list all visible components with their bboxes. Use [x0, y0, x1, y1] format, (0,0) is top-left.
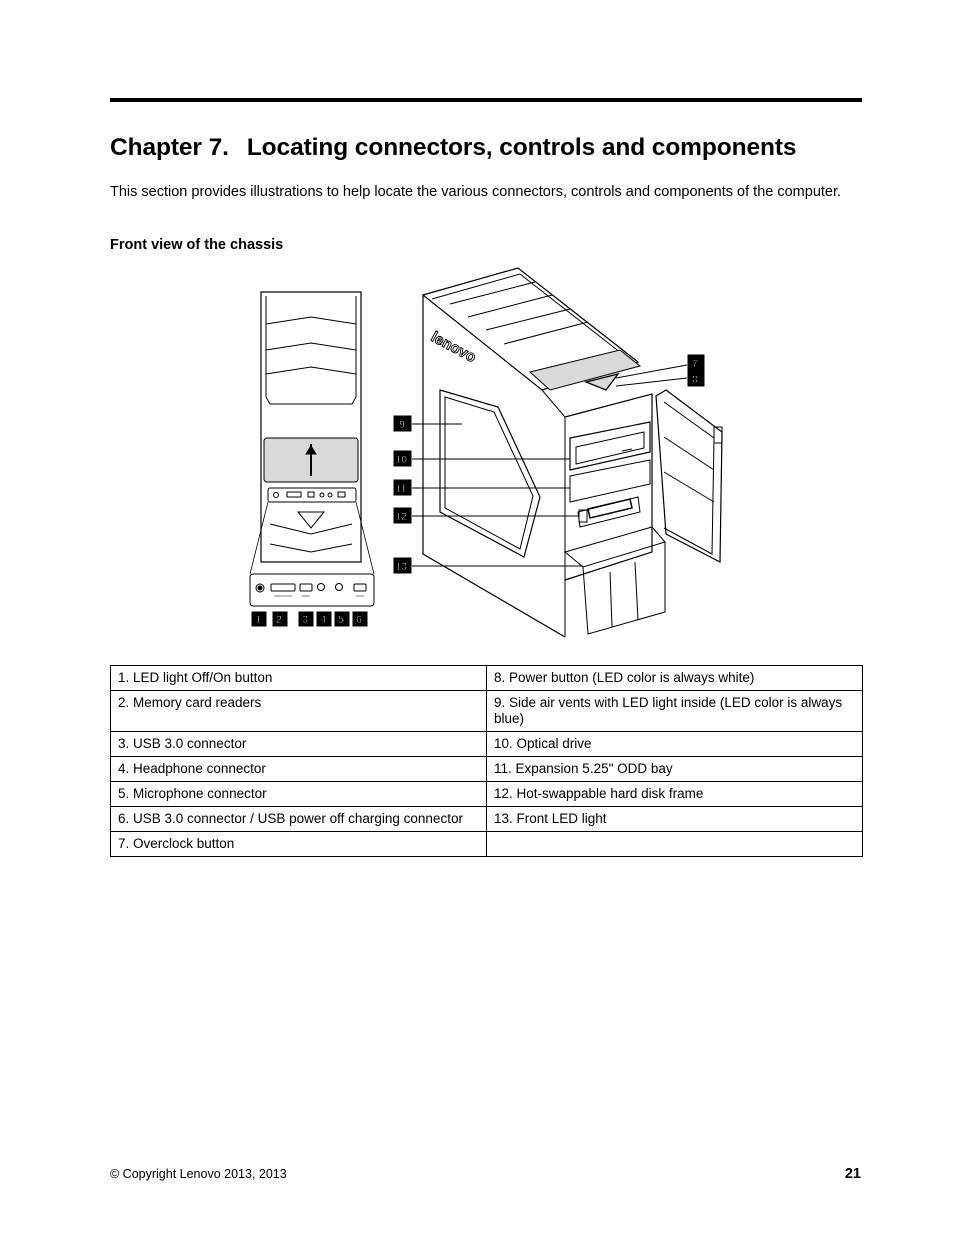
legend-cell: 6. USB 3.0 connector / USB power off charging connector [111, 807, 487, 832]
legend-cell: 1. LED light Off/On button [111, 666, 487, 691]
svg-text:1: 1 [255, 614, 262, 626]
legend-cell: 9. Side air vents with LED light inside (LED color is always blue) [487, 691, 863, 732]
svg-text:12: 12 [395, 511, 408, 523]
svg-text:9: 9 [399, 419, 406, 431]
callout-12 [394, 508, 411, 523]
callout-1 [252, 612, 266, 626]
callout-8 [688, 371, 704, 386]
legend-cell: 10. Optical drive [487, 732, 863, 757]
chapter-title [110, 134, 796, 162]
svg-text:10: 10 [395, 454, 408, 466]
section-heading: Front view of the chassis [110, 237, 284, 253]
callout-7 [688, 355, 704, 370]
legend-cell: 3. USB 3.0 connector [111, 732, 487, 757]
table-row [111, 666, 863, 691]
intro-paragraph: This section provides illustrations to help locate the various connectors, controls and components of the computer. [110, 184, 842, 200]
callout-6 [353, 612, 367, 626]
table-row [111, 691, 863, 732]
svg-text:8: 8 [692, 374, 699, 386]
page-number: 21 [844, 1166, 861, 1182]
table-row [111, 732, 863, 757]
callout-3 [299, 612, 313, 626]
callout-13 [394, 558, 411, 573]
legend-cell: 11. Expansion 5.25" ODD bay [487, 757, 863, 782]
legend-cell: 7. Overclock button [111, 832, 487, 857]
legend-cell: 2. Memory card readers [111, 691, 487, 732]
chassis-isometric-drawing [423, 268, 722, 637]
table-row [111, 807, 863, 832]
legend-cell: 5. Microphone connector [111, 782, 487, 807]
svg-text:5: 5 [338, 614, 345, 626]
svg-text:13: 13 [395, 561, 408, 573]
callout-2 [273, 612, 287, 626]
chassis-front-view-illustration [240, 262, 740, 642]
table-row [111, 782, 863, 807]
header-rule [110, 98, 862, 102]
callout-9 [394, 416, 411, 431]
table-row [111, 832, 863, 857]
legend-cell: 13. Front LED light [487, 807, 863, 832]
callout-11 [394, 480, 411, 495]
legend-cell: 8. Power button (LED color is always white) [487, 666, 863, 691]
front-panel-drawing [250, 292, 374, 606]
legend-cell: 12. Hot-swappable hard disk frame [487, 782, 863, 807]
component-legend-table [110, 665, 863, 857]
svg-text:7: 7 [692, 358, 699, 370]
copyright-notice: © Copyright Lenovo 2013, 2013 [110, 1167, 287, 1181]
svg-text:3: 3 [302, 614, 309, 626]
svg-text:2: 2 [276, 614, 283, 626]
lenovo-logo: lenovo [428, 328, 479, 367]
svg-text:6: 6 [356, 614, 363, 626]
callout-5 [335, 612, 349, 626]
chapter-label: Chapter 7. [110, 134, 229, 161]
chapter-heading-text: Locating connectors, controls and components [246, 134, 797, 161]
legend-cell [487, 832, 863, 857]
svg-text:4: 4 [320, 614, 327, 626]
table-row [111, 757, 863, 782]
callout-10 [394, 451, 411, 466]
svg-text:11: 11 [395, 483, 407, 495]
legend-cell: 4. Headphone connector [111, 757, 487, 782]
callout-4 [317, 612, 331, 626]
